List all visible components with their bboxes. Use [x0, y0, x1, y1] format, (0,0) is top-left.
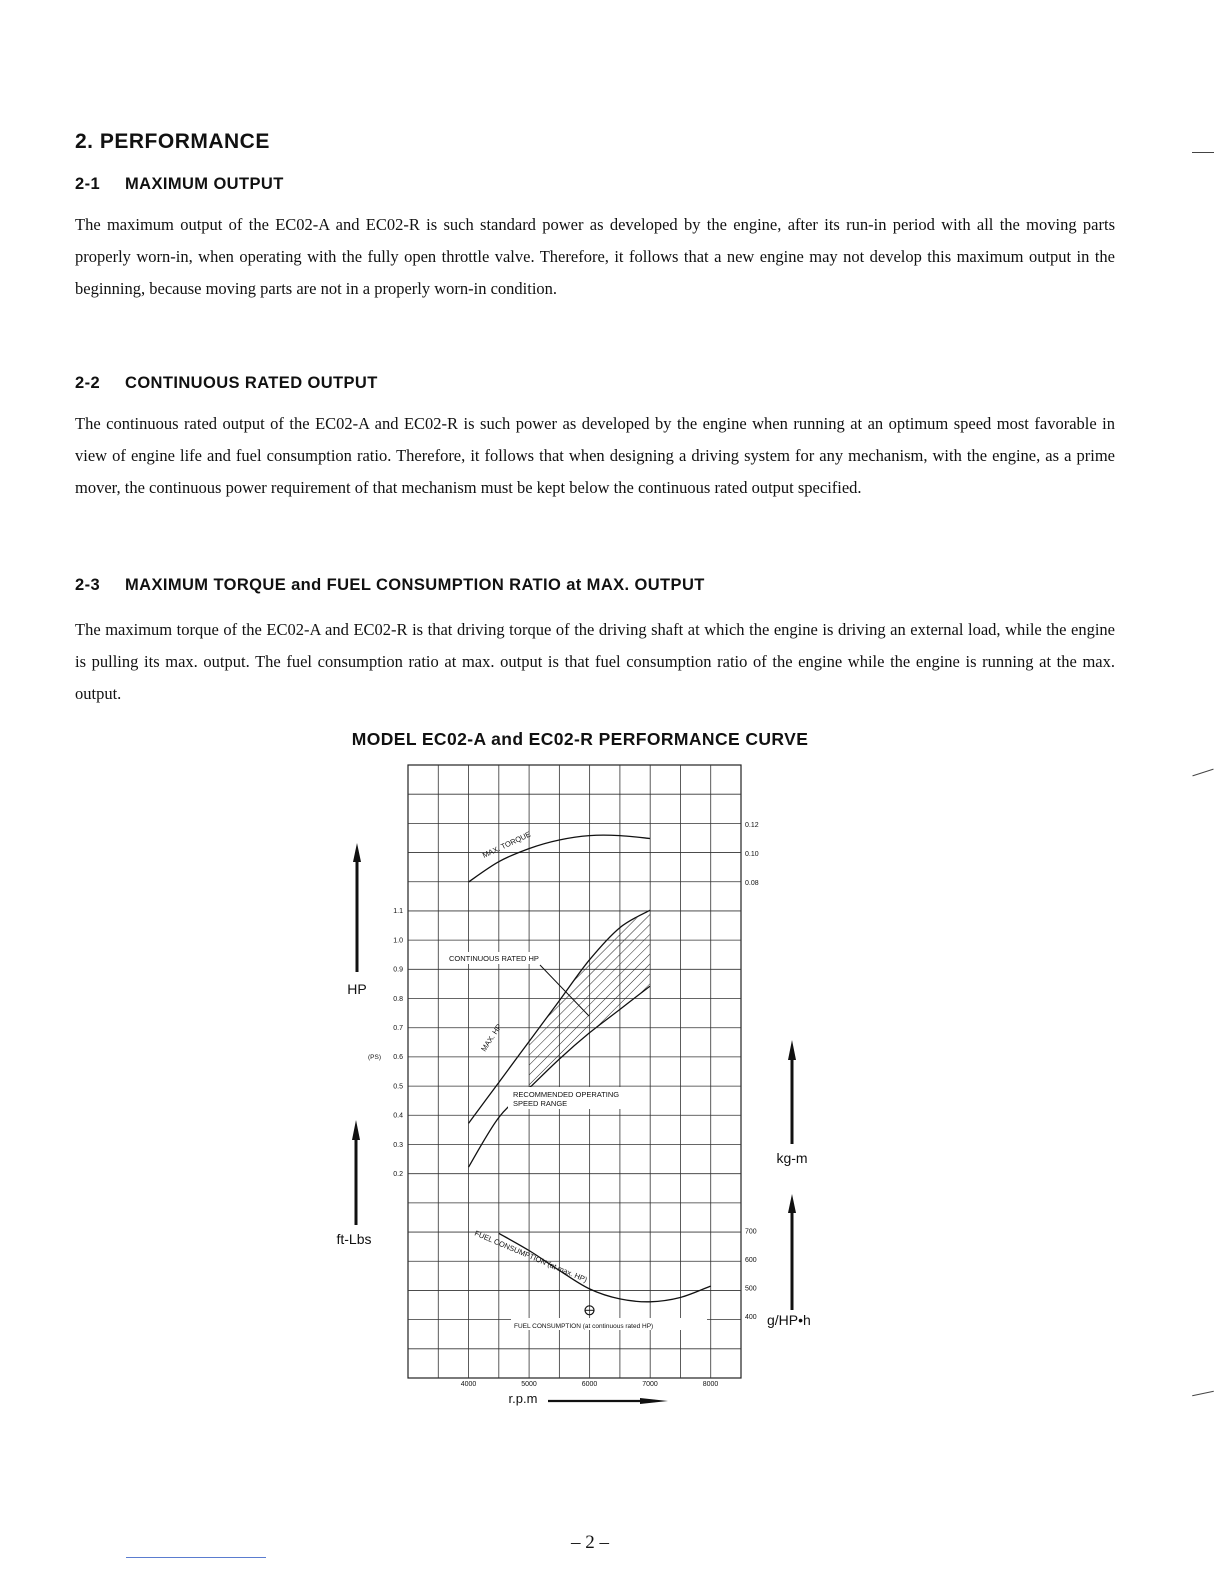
torque-axis-arrow-head: [788, 1040, 796, 1060]
fuel-tick-label: 400: [745, 1314, 757, 1321]
subsection-number: 2-1: [75, 175, 101, 193]
ftlbs-axis-arrow-head: [352, 1120, 360, 1140]
subsection-title: CONTINUOUS RATED OUTPUT: [125, 374, 378, 392]
torque-tick-label: 0.10: [745, 851, 759, 858]
paragraph-continuous-rated-output: The continuous rated output of the EC02-A and EC02-R is such power as developed by the engine when running at an optimum speed most favorable in view of engine life and fuel consumption ratio. Therefore, it follows that when designing a driving system for any mechanism, with the engine, as a prime mover, the continuous power requirement of that mechanism must be kept below the continuous rated output specified.: [75, 414, 1115, 497]
subsection-title: MAXIMUM TORQUE and FUEL CONSUMPTION RATIO at MAX. OUTPUT: [125, 576, 705, 594]
hp-tick-label: 0.3: [393, 1141, 403, 1149]
chart-title: MODEL EC02-A and EC02-R PERFORMANCE CURVE: [351, 729, 809, 749]
subsection-number: 2-2: [75, 374, 101, 392]
x-tick-label: 4000: [460, 1381, 477, 1388]
fuel-tick-label: 700: [745, 1228, 757, 1236]
hp-axis-label: HP: [347, 981, 367, 997]
hp-tick-label: 0.7: [393, 1025, 403, 1032]
fuel-consumption-continuous-label: FUEL CONSUMPTION (at continuous rated HP): [514, 1323, 654, 1330]
subsection-title: MAXIMUM OUTPUT: [125, 175, 284, 193]
hp-tick-label: 1.0: [393, 937, 403, 945]
x-tick-label: 6000: [581, 1381, 598, 1388]
recommended-range-label-line1: RECOMMENDED OPERATING: [513, 1090, 620, 1099]
recommended-range-label-line2: SPEED RANGE: [513, 1099, 568, 1108]
max-torque-label: MAX. TORQUE: [481, 829, 533, 860]
hp-tick-label: 0.4: [393, 1112, 403, 1120]
max-hp-label: MAX. HP: [479, 1022, 504, 1054]
paragraph-maximum-output: The maximum output of the EC02-A and EC02-R is such standard power as developed by the engine, after its run-in period with all the moving parts properly worn-in, when operating with the fully open throttle valve. Therefore, it follows that a new engine may not develop this maximum output in the beginning, because moving parts are not in a properly worn-in condition.: [75, 215, 1115, 298]
x-tick-label: 8000: [702, 1381, 719, 1388]
subsection-number: 2-3: [75, 576, 101, 594]
margin-mark: [1192, 152, 1214, 153]
torque-axis-label: kg-m: [776, 1150, 808, 1166]
recommended-range-hatch: [498, 880, 652, 1180]
hp-axis-arrow-head: [353, 843, 361, 862]
fuel-tick-label: 500: [745, 1285, 757, 1293]
x-tick-label: 7000: [642, 1381, 658, 1388]
fuel-consumption-curve: [499, 1233, 711, 1302]
hp-unit-label: (PS): [368, 1054, 381, 1062]
footer-rule: [126, 1557, 266, 1558]
hp-tick-label: 0.6: [393, 1054, 403, 1062]
torque-tick-label: 0.12: [745, 822, 759, 829]
x-axis-arrow-head: [640, 1398, 668, 1404]
hp-tick-label: 0.2: [393, 1171, 403, 1178]
hp-tick-label: 0.5: [393, 1083, 403, 1091]
fuel-consumption-max-label: FUEL CONSUMPTION (at max. HP): [473, 1228, 589, 1285]
fuel-axis-arrow-head: [788, 1194, 796, 1213]
fuel-axis-label: g/HP•h: [767, 1312, 811, 1328]
torque-tick-label: 0.08: [745, 880, 759, 887]
ftlbs-axis-label: ft-Lbs: [336, 1231, 372, 1247]
x-axis-label: r.p.m: [508, 1391, 538, 1406]
paragraph-max-torque-fuel: The maximum torque of the EC02-A and EC02-R is that driving torque of the driving shaft at which the engine is driving an external load, while the engine is pulling its max. output. The fuel consumption ratio at max. output is that fuel consumption ratio of the engine while the engine is running at the max. output.: [75, 620, 1115, 703]
hp-tick-label: 0.8: [393, 995, 403, 1003]
x-tick-label: 5000: [521, 1381, 537, 1388]
fuel-tick-label: 600: [745, 1257, 757, 1264]
page-number: – 2 –: [571, 1532, 609, 1553]
hp-tick-label: 0.9: [393, 966, 403, 974]
chart-frame: [408, 765, 741, 1378]
hp-tick-label: 1.1: [393, 908, 403, 916]
continuous-rated-hp-label: CONTINUOUS RATED HP: [449, 954, 539, 963]
section-title: 2. PERFORMANCE: [75, 130, 270, 153]
